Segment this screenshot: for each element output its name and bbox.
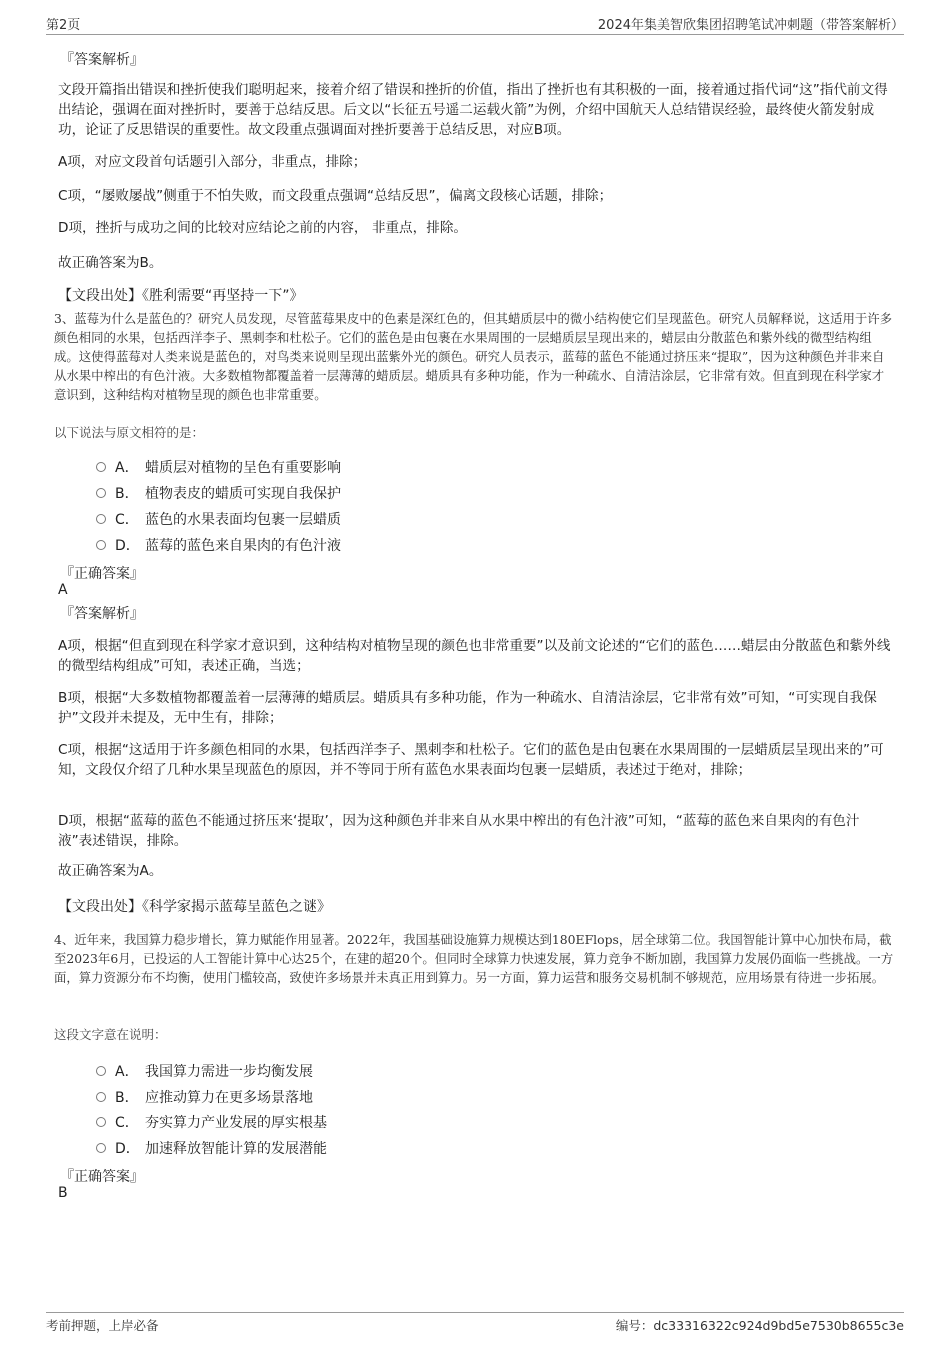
passage-source: 【文段出处】《胜利需要“再坚持一下”》 <box>58 288 304 304</box>
question-3-option-b[interactable]: B． 植物表皮的蜡质可实现自我保护 <box>96 483 341 503</box>
question-3-prompt: 以下说法与原文相符的是： <box>54 425 205 440</box>
correct-answer: B <box>58 1185 68 1201</box>
radio-icon[interactable] <box>96 1117 106 1127</box>
page-footer <box>46 1312 904 1335</box>
analysis-option-c: C项，根据“这适用于许多颜色相同的水果，包括西洋李子、黑刺李和杜松子。它们的蓝色是由包裹在水果周围的一层蜡质层呈现出来的”可知，文段仅介绍了几种水果呈现蓝色的原因，并不等同于所有蓝色水果表面均包裹一层蜡质，表述过于绝对，排除； <box>58 742 884 778</box>
document-title: 2024年集美智欣集团招聘笔试冲刺题（带答案解析） <box>597 18 904 33</box>
final-answer: 故正确答案为B。 <box>58 255 163 271</box>
radio-icon[interactable] <box>96 1092 106 1102</box>
radio-icon[interactable] <box>96 1066 106 1076</box>
radio-icon[interactable] <box>96 514 106 524</box>
analysis-option-b: B项，根据“大多数植物都覆盖着一层薄薄的蜡质层。蜡质具有多种功能，作为一种疏水、自清洁涂层，它非常有效”可知，“可实现自我保护”文段并未提及，无中生有，排除； <box>58 690 877 726</box>
question-3-text: 3、蓝莓为什么是蓝色的？研究人员发现，尽管蓝莓果皮中的色素是深红色的，但其蜡质层中的微小结构使它们呈现蓝色。研究人员解释说，这适用于许多颜色相同的水果，包括西洋李子、黑刺李和杜松子。它们的蓝色是由包裹在水果周围的一层蜡质层呈现出来的，蜡层由分散蓝色和紫外线的微型结构组成。这使得蓝莓对人类来说是蓝色的，对鸟类来说则呈现出蓝紫外光的颜色。研究人员表示，蓝莓的蓝色不能通过挤压来“提取”，因为这种颜色并非来自从水果中榨出的有色汁液。大多数植物都覆盖着一层薄薄的蜡质层。蜡质具有多种功能，作为一种疏水、自清洁涂层，它非常有效。但直到现在科学家才意识到，这种结构对植物呈现的颜色也非常重要。 <box>54 311 893 402</box>
passage-source: 【文段出处】《科学家揭示蓝莓呈蓝色之谜》 <box>58 899 331 915</box>
question-4-option-c[interactable]: C． 夯实算力产业发展的厚实根基 <box>96 1112 327 1132</box>
radio-icon[interactable] <box>96 1143 106 1153</box>
radio-icon[interactable] <box>96 462 106 472</box>
question-3-option-d[interactable]: D． 蓝莓的蓝色来自果肉的有色汁液 <box>96 535 341 555</box>
page-number: 第2页 <box>46 18 81 33</box>
analysis-option-c: C项，“屡败屡战”侧重于不怕失败，而文段重点强调“总结反思”，偏离文段核心话题，排除； <box>58 188 613 204</box>
analysis-label: 『答案解析』 <box>60 606 144 622</box>
question-3-option-a[interactable]: A． 蜡质层对植物的呈色有重要影响 <box>96 457 341 477</box>
radio-icon[interactable] <box>96 488 106 498</box>
analysis-option-d: D项，根据“蓝莓的蓝色不能通过挤压来‘提取’，因为这种颜色并非来自从水果中榨出的有色汁液”可知，“蓝莓的蓝色来自果肉的有色汁液”表述错误，排除。 <box>58 813 860 849</box>
analysis-paragraph: 文段开篇指出错误和挫折使我们聪明起来，接着介绍了错误和挫折的价值，指出了挫折也有其积极的一面，接着通过指代词“这”指代前文得出结论，强调在面对挫折时，要善于总结反思。后文以“长征五号遥二运载火箭”为例，介绍中国航天人总结错误经验，最终使火箭发射成功，论证了反思错误的重要性。故文段重点强调面对挫折要善于总结反思，对应B项。 <box>58 82 888 138</box>
analysis-option-d: D项，挫折与成功之间的比较对应结论之前的内容， 非重点，排除。 <box>58 220 468 236</box>
footer-slogan: 考前押题，上岸必备 <box>46 1318 159 1333</box>
radio-icon[interactable] <box>96 540 106 550</box>
question-4-text: 4、近年来，我国算力稳步增长，算力赋能作用显著。2022年，我国基础设施算力规模达到180EFlops，居全球第二位。我国智能计算中心加快布局，截至2023年6月，已投运的人工智能计算中心达25个，在建的超20个。但同时全球算力快速发展，算力竞争不断加剧，我国算力发展仍面临一些挑战。一方面，算力资源分布不均衡，使用门槛较高，致使许多场景并未真正用到算力。另一方面，算力运营和服务交易机制不够规范，应用场景有待进一步拓展。 <box>54 932 894 985</box>
final-answer: 故正确答案为A。 <box>58 863 163 879</box>
correct-answer: A <box>58 582 68 598</box>
question-4-prompt: 这段文字意在说明： <box>54 1027 167 1042</box>
analysis-option-a: A项，根据“但直到现在科学家才意识到，这种结构对植物呈现的颜色也非常重要”以及前文论述的“它们的蓝色……蜡层由分散蓝色和紫外线的微型结构组成”可知，表述正确，当选； <box>58 638 891 674</box>
page-header <box>46 12 904 35</box>
document-code: 编号：dc33316322c924d9bd5e7530b8655c3e <box>615 1318 904 1333</box>
question-4-option-d[interactable]: D． 加速释放智能计算的发展潜能 <box>96 1138 327 1158</box>
analysis-label: 『答案解析』 <box>60 52 144 68</box>
question-4-option-a[interactable]: A． 我国算力需进一步均衡发展 <box>96 1061 313 1081</box>
question-4-option-b[interactable]: B． 应推动算力在更多场景落地 <box>96 1087 313 1107</box>
analysis-option-a: A项，对应文段首句话题引入部分，非重点，排除； <box>58 154 367 170</box>
correct-answer-label: 『正确答案』 <box>60 1169 144 1185</box>
correct-answer-label: 『正确答案』 <box>60 566 144 582</box>
question-3-option-c[interactable]: C． 蓝色的水果表面均包裹一层蜡质 <box>96 509 341 529</box>
